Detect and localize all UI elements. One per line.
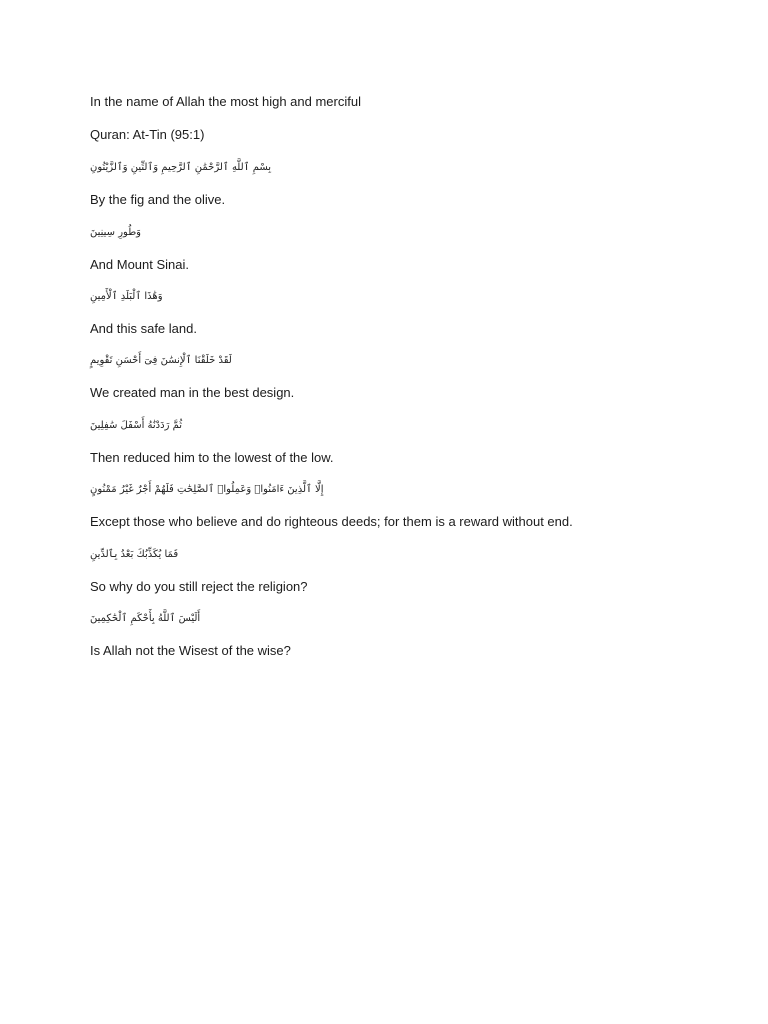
arabic-verse-5: ثُمَّ رَدَدْنَٰهُ أَسْفَلَ سَٰفِلِينَ: [90, 420, 183, 431]
arabic-verse-3: وَهَٰذَا ٱلْبَلَدِ ٱلْأَمِينِ: [90, 291, 163, 302]
translation-verse-5: Then reduced him to the lowest of the low.: [90, 450, 334, 465]
arabic-verse-4: لَقَدْ خَلَقْنَا ٱلْإِنسَٰنَ فِىٓ أَحْسَنِ تَقْوِيمٍ: [90, 355, 232, 366]
arabic-verse-8: أَلَيْسَ ٱللَّهُ بِأَحْكَمِ ٱلْحَٰكِمِينَ: [90, 613, 201, 624]
arabic-verse-1: بِسْمِ ٱللَّهِ ٱلرَّحْمَٰنِ ٱلرَّحِيمِ وَٱلتِّينِ وَٱلزَّيْتُونِ: [90, 162, 272, 173]
citation-line: Quran: At-Tin (95:1): [90, 127, 205, 142]
translation-verse-4: We created man in the best design.: [90, 385, 295, 400]
arabic-verse-2: وَطُورِ سِينِينَ: [90, 227, 142, 238]
heading-line: In the name of Allah the most high and merciful: [90, 94, 361, 109]
translation-verse-8: Is Allah not the Wisest of the wise?: [90, 643, 291, 658]
arabic-verse-6: إِلَّا ٱلَّذِينَ ءَامَنُوا۟ وَعَمِلُوا۟ ٱلصَّٰلِحَٰتِ فَلَهُمْ أَجْرٌ غَيْرُ مَمْنُونٍ: [90, 484, 324, 495]
translation-verse-3: And this safe land.: [90, 321, 197, 336]
translation-verse-2: And Mount Sinai.: [90, 257, 190, 272]
arabic-verse-7: فَمَا يُكَذِّبُكَ بَعْدُ بِٱلدِّينِ: [90, 549, 179, 560]
translation-verse-7: So why do you still reject the religion?: [90, 579, 308, 594]
translation-verse-1: By the fig and the olive.: [90, 192, 226, 207]
translation-verse-6: Except those who believe and do righteous deeds; for them is a reward without end.: [90, 514, 573, 529]
